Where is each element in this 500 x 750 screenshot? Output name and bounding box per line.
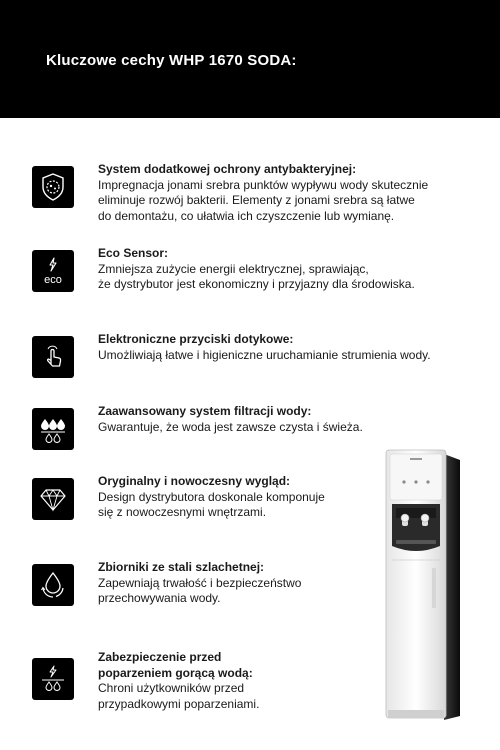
feature-desc-line: się z nowoczesnymi wnętrzami. [98, 505, 267, 519]
diamond-icon [32, 478, 74, 520]
feature-title: Eco Sensor: [98, 246, 169, 260]
feature-desc-line: Zapewniają trwałość i bezpieczeństwo [98, 575, 302, 590]
feature-desc-line: Zmniejsza zużycie energii elektrycznej, sprawiając, [98, 261, 369, 276]
feature-title-line: poparzeniem gorącą wodą: [98, 665, 253, 680]
feature-desc-line: Impregnacja jonami srebra punktów wypływu wody skutecznie [98, 177, 429, 192]
water-drops-icon [32, 408, 74, 450]
hot-water-protection-icon [32, 658, 74, 700]
feature-desc-line: do demontażu, co ułatwia ich czyszczenie lub wymianę. [98, 208, 395, 223]
shield-antibacterial-icon [32, 166, 74, 208]
water-dispenser-image [382, 448, 466, 720]
feature-title: Zbiorniki ze stali szlachetnej: [98, 560, 265, 574]
feature-desc-line: Design dystrybutora doskonale komponuje [98, 489, 325, 504]
stainless-tank-icon [32, 564, 74, 606]
feature-desc-line: że dystrybutor jest ekonomiczny i przyjazny dla środowiska. [98, 277, 415, 291]
feature-desc-line: Umożliwiają łatwe i higieniczne uruchamianie strumienia wody. [98, 347, 431, 362]
feature-desc-line: Gwarantuje, że woda jest zawsze czysta i świeża. [98, 419, 363, 434]
feature-title: Oryginalny i nowoczesny wygląd: [98, 474, 291, 488]
feature-desc-line: przechowywania wody. [98, 591, 221, 605]
feature-title: System dodatkowej ochrony antybakteryjnej: [98, 162, 357, 176]
touch-hand-icon [32, 336, 74, 378]
header-banner [0, 0, 500, 118]
feature-desc-line: przypadkowymi poparzeniami. [98, 696, 260, 711]
feature-desc-line: eliminuje rozwój bakterii. Elementy z jonami srebra są łatwe [98, 193, 415, 207]
feature-title-line: Zabezpieczenie przed [98, 650, 222, 664]
eco-icon [32, 250, 74, 292]
feature-desc-line: Chroni użytkowników przed [98, 681, 245, 695]
feature-title: Zaawansowany system filtracji wody: [98, 404, 312, 418]
page-title: Kluczowe cechy WHP 1670 SODA: [46, 52, 297, 69]
eco-icon-label: eco [44, 274, 62, 286]
feature-title: Elektroniczne przyciski dotykowe: [98, 332, 294, 346]
